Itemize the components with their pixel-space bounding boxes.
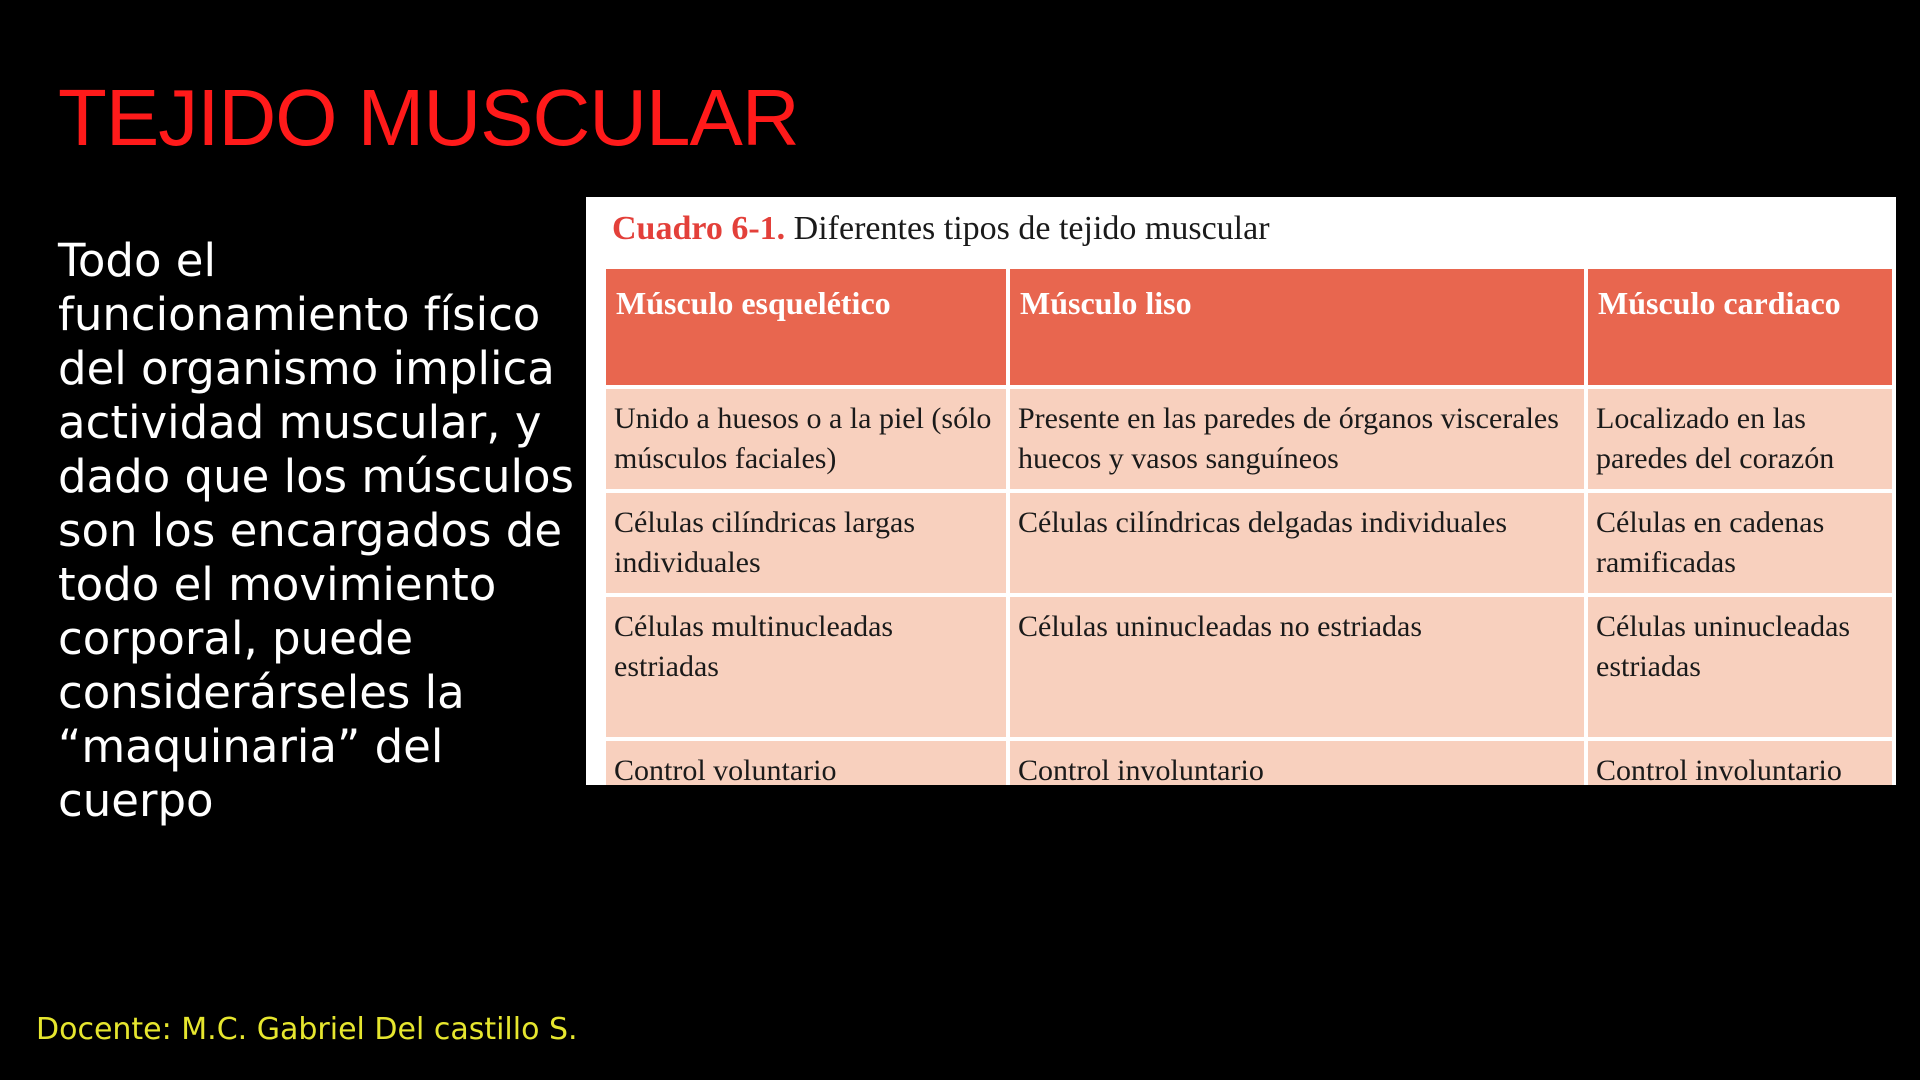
table-cell: Localizado en las paredes del corazón: [1588, 389, 1892, 489]
table-cell: Control involuntario: [1588, 741, 1892, 785]
slide-title: TEJIDO MUSCULAR: [58, 73, 799, 162]
muscle-types-table: [602, 265, 1896, 785]
table-row: [606, 597, 1892, 737]
footer-credit: Docente: M.C. Gabriel Del castillo S.: [36, 1012, 578, 1047]
table-cell: Unido a huesos o a la piel (sólo músculos faciales): [606, 389, 1006, 489]
header-cardiac: Músculo cardiaco: [1588, 269, 1892, 385]
table-cell: Control involuntario: [1010, 741, 1584, 785]
table-panel: [586, 197, 1896, 785]
table-cell: Células uninucleadas no estriadas: [1010, 597, 1584, 737]
header-smooth: Músculo liso: [1010, 269, 1584, 385]
header-skeletal: Músculo esquelético: [606, 269, 1006, 385]
caption-label: Cuadro 6-1.: [612, 210, 786, 247]
table-row: [606, 389, 1892, 489]
table-cell: Células en cadenas ramificadas: [1588, 493, 1892, 593]
table-caption: [612, 209, 1270, 249]
table-cell: Células uninucleadas estriadas: [1588, 597, 1892, 737]
caption-text: Diferentes tipos de tejido muscular: [785, 210, 1270, 247]
body-text: Todo el funcionamiento físico del organismo implica actividad muscular, y dado que los músculos son los encargados de todo el movimiento corporal, puede considerárseles la “maquinaria” del cuerpo: [58, 234, 574, 827]
table-cell: Presente en las paredes de órganos viscerales huecos y vasos sanguíneos: [1010, 389, 1584, 489]
table-cell: Células cilíndricas largas individuales: [606, 493, 1006, 593]
table-cell: Células multinucleadas estriadas: [606, 597, 1006, 737]
table-header-row: [606, 269, 1892, 385]
table-cell: Control voluntario: [606, 741, 1006, 785]
table-row: [606, 741, 1892, 785]
table-row: [606, 493, 1892, 593]
table-cell: Células cilíndricas delgadas individuales: [1010, 493, 1584, 593]
